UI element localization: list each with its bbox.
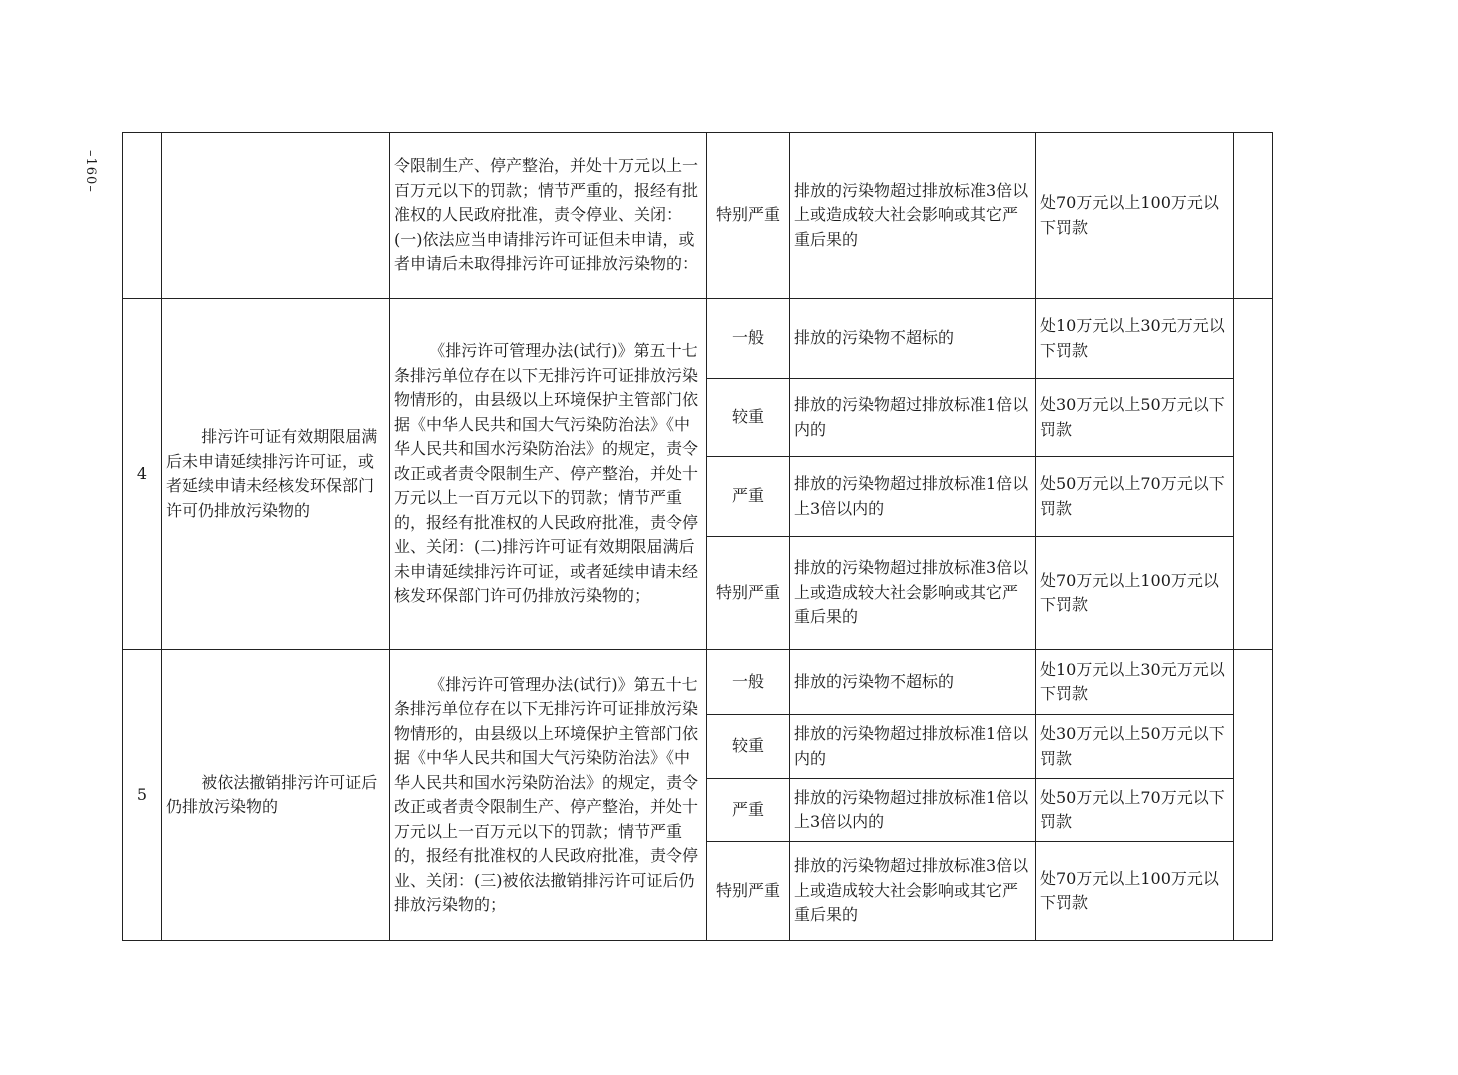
legal-basis-text: 令限制生产、停产整治，并处十万元以上一百万元以下的罚款；情节严重的，报经有批准权的人民政府批准，责令停业、关闭：(一)依法应当申请排污许可证但未申请，或者申请后未取得排污许可证排放污染物的：	[394, 156, 699, 274]
penalty-amount-cell: 处70万元以上100万元以下罚款	[1036, 537, 1234, 650]
penalty-amount-cell: 处70万元以上100万元以下罚款	[1036, 842, 1234, 941]
remarks-cell	[1234, 299, 1273, 379]
remarks-cell	[1234, 379, 1273, 457]
legal-basis-cell	[390, 299, 707, 650]
severity-level-cell: 严重	[707, 457, 790, 537]
table-row	[123, 299, 1273, 379]
penalty-amount-cell: 处30万元以上50万元以下罚款	[1036, 379, 1234, 457]
condition-cell: 排放的污染物超过排放标准1倍以上3倍以内的	[790, 457, 1036, 537]
severity-level-cell: 较重	[707, 379, 790, 457]
penalty-amount-cell: 处70万元以上100万元以下罚款	[1036, 133, 1234, 299]
remarks-cell	[1234, 650, 1273, 715]
legal-basis-text: 《排污许可管理办法(试行)》第五十七条排污单位存在以下无排污许可证排放污染物情形的，由县级以上环境保护主管部门依据《中华人民共和国大气污染防治法》《中华人民共和国水污染防治法》的规定，责令改正或者责令限制生产、停产整治，并处十万元以上一百万元以下的罚款；情节严重的，报经有批准权的人民政府批准，责令停业、关闭：(二)排污许可证有效期限届满后未申请延续排污许可证，或者延续申请未经核发环保部门许可仍排放污染物的；	[394, 341, 699, 606]
condition-cell: 排放的污染物不超标的	[790, 650, 1036, 715]
penalty-amount-cell: 处50万元以上70万元以下罚款	[1036, 457, 1234, 537]
violation-description-cell	[162, 133, 390, 299]
table-row-continuation	[123, 133, 1273, 299]
condition-cell: 排放的污染物超过排放标准1倍以内的	[790, 715, 1036, 779]
condition-cell: 排放的污染物超过排放标准3倍以上或造成较大社会影响或其它严重后果的	[790, 537, 1036, 650]
condition-cell: 排放的污染物超过排放标准3倍以上或造成较大社会影响或其它严重后果的	[790, 133, 1036, 299]
severity-level-cell: 特别严重	[707, 537, 790, 650]
page-number: –160–	[83, 150, 98, 193]
row-number-cell: 5	[123, 650, 162, 941]
severity-level-cell: 一般	[707, 650, 790, 715]
legal-basis-cell	[390, 133, 707, 299]
condition-cell: 排放的污染物超过排放标准1倍以内的	[790, 379, 1036, 457]
severity-level-cell: 严重	[707, 779, 790, 842]
severity-level-cell: 较重	[707, 715, 790, 779]
legal-basis-text: 《排污许可管理办法(试行)》第五十七条排污单位存在以下无排污许可证排放污染物情形的，由县级以上环境保护主管部门依据《中华人民共和国大气污染防治法》《中华人民共和国水污染防治法》的规定，责令改正或者责令限制生产、停产整治，并处十万元以上一百万元以下的罚款；情节严重的，报经有批准权的人民政府批准，责令停业、关闭：(三)被依法撤销排污许可证后仍排放污染物的；	[394, 674, 699, 914]
violation-description-cell	[162, 299, 390, 650]
table-row	[123, 650, 1273, 715]
penalty-table	[122, 132, 1273, 941]
remarks-cell	[1234, 537, 1273, 650]
condition-cell: 排放的污染物超过排放标准3倍以上或造成较大社会影响或其它严重后果的	[790, 842, 1036, 941]
legal-basis-cell	[390, 650, 707, 941]
penalty-amount-cell: 处10万元以上30元万元以下罚款	[1036, 650, 1234, 715]
violation-description-text: 被依法撤销排污许可证后仍排放污染物的	[166, 772, 378, 816]
remarks-cell	[1234, 779, 1273, 842]
condition-cell: 排放的污染物不超标的	[790, 299, 1036, 379]
condition-cell: 排放的污染物超过排放标准1倍以上3倍以内的	[790, 779, 1036, 842]
severity-level-cell: 一般	[707, 299, 790, 379]
row-number-cell	[123, 133, 162, 299]
remarks-cell	[1234, 842, 1273, 941]
penalty-amount-cell: 处50万元以上70万元以下罚款	[1036, 779, 1234, 842]
remarks-cell	[1234, 457, 1273, 537]
penalty-amount-cell: 处30万元以上50万元以下罚款	[1036, 715, 1234, 779]
severity-level-cell: 特别严重	[707, 133, 790, 299]
violation-description-text: 排污许可证有效期限届满后未申请延续排污许可证，或者延续申请未经核发环保部门许可仍排放污染物的	[166, 427, 378, 520]
row-number-cell: 4	[123, 299, 162, 650]
remarks-cell	[1234, 715, 1273, 779]
violation-description-cell	[162, 650, 390, 941]
penalty-amount-cell: 处10万元以上30元万元以下罚款	[1036, 299, 1234, 379]
severity-level-cell: 特别严重	[707, 842, 790, 941]
remarks-cell	[1234, 133, 1273, 299]
